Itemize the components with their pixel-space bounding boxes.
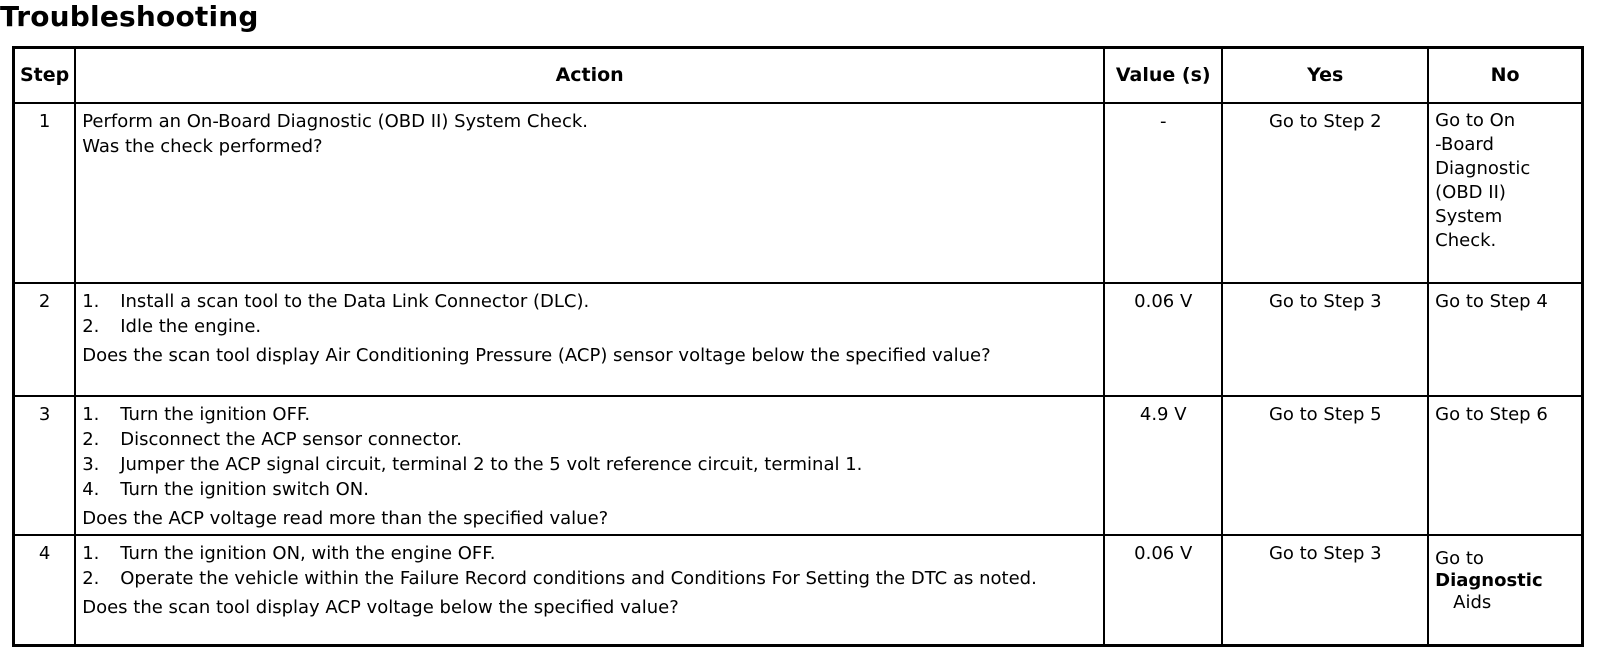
header-action: Action (75, 48, 1104, 104)
header-value (1104, 48, 1222, 104)
action-cell (75, 396, 1104, 535)
header-value-label: Value (s) (1115, 64, 1211, 86)
list-item: 2. Operate the vehicle within the Failure Record conditions and Conditions For Setting the DTC as noted. (82, 568, 1037, 589)
no-link[interactable]: Go to Step 4 (1428, 283, 1582, 396)
action-item: Turn the ignition OFF. (120, 404, 311, 425)
no-line: Diagnostic (1435, 570, 1543, 591)
action-item: Turn the ignition switch ON. (120, 479, 369, 500)
list-item: 1. Install a scan tool to the Data Link Connector (DLC). (82, 291, 590, 312)
list-item: 1. Turn the ignition ON, with the engine OFF. (82, 543, 496, 564)
question-text: Does the ACP voltage read more than the specified value? (82, 508, 609, 529)
value-cell: 4.9 V (1104, 396, 1222, 535)
table-row (14, 535, 1583, 645)
yes-link[interactable]: Go to Step 3 (1222, 535, 1428, 645)
yes-link[interactable]: Go to Step 5 (1222, 396, 1428, 535)
header-step: Step (14, 48, 76, 104)
question-text: Does the scan tool display Air Conditioning Pressure (ACP) sensor voltage below the specified value? (82, 345, 991, 366)
action-cell (75, 283, 1104, 396)
no-link[interactable] (1428, 535, 1582, 645)
no-line: -Board (1435, 134, 1494, 155)
header-no: No (1428, 48, 1582, 104)
list-item: 4. Turn the ignition switch ON. (82, 479, 369, 500)
list-item: 2. Idle the engine. (82, 316, 262, 337)
action-list (82, 402, 1097, 502)
no-line: Aids (1453, 592, 1492, 613)
no-line: Diagnostic (1435, 158, 1531, 179)
question-text: Was the check performed? (82, 136, 323, 157)
page-title: Troubleshooting (0, 0, 259, 33)
action-cell (75, 535, 1104, 645)
step-number: 1 (14, 103, 76, 283)
action-item: Idle the engine. (120, 316, 262, 337)
no-line: System (1435, 206, 1503, 227)
table-row (14, 283, 1583, 396)
value-cell: 0.06 V (1104, 283, 1222, 396)
no-line: (OBD II) (1435, 182, 1506, 203)
action-item: Install a scan tool to the Data Link Connector (DLC). (120, 291, 590, 312)
no-link[interactable] (1428, 103, 1582, 283)
action-list (82, 289, 1097, 339)
action-item: Operate the vehicle within the Failure Record conditions and Conditions For Setting the DTC as noted. (120, 568, 1037, 589)
action-item: Jumper the ACP signal circuit, terminal 2 to the 5 volt reference circuit, terminal 1. (120, 454, 863, 475)
value-cell: 0.06 V (1104, 535, 1222, 645)
no-line: Go to (1435, 548, 1484, 569)
table-header-row (14, 48, 1583, 104)
step-number: 4 (14, 535, 76, 645)
value-cell: - (1104, 103, 1222, 283)
action-item: Disconnect the ACP sensor connector. (120, 429, 462, 450)
troubleshooting-table (12, 46, 1584, 647)
step-number: 2 (14, 283, 76, 396)
no-line: Go to On (1435, 110, 1516, 131)
step-number: 3 (14, 396, 76, 535)
action-cell (75, 103, 1104, 283)
action-list (82, 541, 1097, 591)
action-text: Perform an On-Board Diagnostic (OBD II) System Check. (82, 111, 589, 132)
header-yes: Yes (1222, 48, 1428, 104)
yes-link[interactable]: Go to Step 2 (1222, 103, 1428, 283)
table-row (14, 396, 1583, 535)
no-line: Check. (1435, 230, 1497, 251)
no-link[interactable]: Go to Step 6 (1428, 396, 1582, 535)
yes-link[interactable]: Go to Step 3 (1222, 283, 1428, 396)
list-item: 1. Turn the ignition OFF. (82, 404, 311, 425)
list-item: 3. Jumper the ACP signal circuit, terminal 2 to the 5 volt reference circuit, terminal 1. (82, 454, 863, 475)
action-item: Turn the ignition ON, with the engine OFF. (120, 543, 496, 564)
list-item: 2. Disconnect the ACP sensor connector. (82, 429, 462, 450)
question-text: Does the scan tool display ACP voltage below the specified value? (82, 597, 679, 618)
table-row (14, 103, 1583, 283)
